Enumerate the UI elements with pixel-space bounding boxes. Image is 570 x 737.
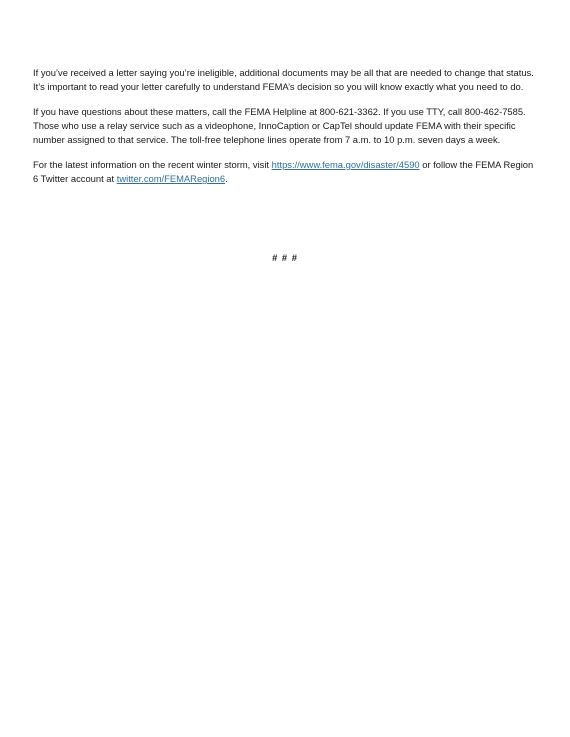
- fema-disaster-link[interactable]: https://www.fema.gov/disaster/4590: [271, 159, 420, 171]
- paragraph-latest-info-text-1: For the latest information on the recent winter storm, visit: [33, 159, 272, 171]
- paragraph-ineligibility: If you’ve received a letter saying you’re ineligible, additional documents may be all that are needed to change that status. It’s important to read your letter carefully to understand FEMA’s decision so you will know exactly what you need to do.: [33, 67, 534, 93]
- paragraph-helpline: If you have questions about these matters, call the FEMA Helpline at 800-621-3362. If you use TTY, call 800-462-7585. Those who use a relay service such as a videophone, InnoCaption or CapTel should update FEMA with their specific number assigned to that service. The toll-free telephone lines operate from 7 a.m. to 10 p.m. seven days a week.: [33, 105, 526, 146]
- paragraph-latest-info: [33, 158, 538, 186]
- paragraph-latest-info-text-2: or follow the FEMA Region 6 Twitter account at: [33, 159, 534, 185]
- paragraph-latest-info-text-3: .: [225, 173, 228, 185]
- document-body: [33, 66, 538, 197]
- end-of-release-mark: # # #: [272, 252, 298, 263]
- fema-twitter-link[interactable]: twitter.com/FEMARegion6: [116, 173, 226, 185]
